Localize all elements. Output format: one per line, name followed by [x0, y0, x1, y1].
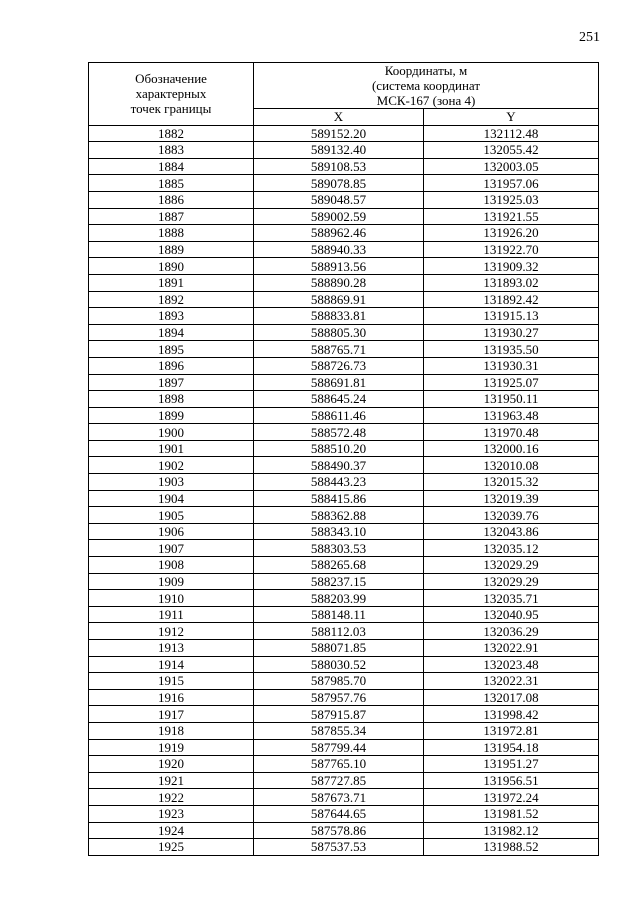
table-row [89, 341, 599, 358]
coordinates-table [88, 62, 599, 856]
x-coordinate-cell: 587799.44 [254, 739, 424, 756]
y-coordinate-cell: 131935.50 [424, 341, 599, 358]
x-coordinate-cell: 588765.71 [254, 341, 424, 358]
point-id-cell: 1889 [89, 241, 254, 258]
point-id-cell: 1918 [89, 722, 254, 739]
y-coordinate-cell: 131963.48 [424, 407, 599, 424]
y-coordinate-cell: 132036.29 [424, 623, 599, 640]
x-coordinate-cell: 588303.53 [254, 540, 424, 557]
y-coordinate-cell: 132043.86 [424, 523, 599, 540]
x-coordinate-cell: 589048.57 [254, 191, 424, 208]
x-coordinate-cell: 588030.52 [254, 656, 424, 673]
table-row [89, 623, 599, 640]
y-coordinate-cell: 132029.29 [424, 557, 599, 574]
header-point-line-1: Обозначение [135, 71, 207, 87]
y-coordinate-cell: 131957.06 [424, 175, 599, 192]
x-coordinate-cell: 588362.88 [254, 507, 424, 524]
y-coordinate-cell: 131930.27 [424, 324, 599, 341]
point-id-cell: 1883 [89, 142, 254, 159]
y-coordinate-cell: 132017.08 [424, 689, 599, 706]
table-row [89, 457, 599, 474]
y-coordinate-cell: 131972.24 [424, 789, 599, 806]
x-coordinate-cell: 588962.46 [254, 225, 424, 242]
point-id-cell: 1901 [89, 440, 254, 457]
point-id-cell: 1896 [89, 357, 254, 374]
x-coordinate-cell: 588112.03 [254, 623, 424, 640]
x-coordinate-cell: 588415.86 [254, 490, 424, 507]
page-number: 251 [579, 30, 600, 45]
y-coordinate-cell: 131970.48 [424, 424, 599, 441]
point-id-cell: 1892 [89, 291, 254, 308]
table-row [89, 805, 599, 822]
table-row [89, 490, 599, 507]
table-row [89, 357, 599, 374]
table-row [89, 142, 599, 159]
table-row [89, 274, 599, 291]
x-coordinate-cell: 587537.53 [254, 839, 424, 856]
table-row [89, 557, 599, 574]
table-row [89, 673, 599, 690]
point-id-cell: 1888 [89, 225, 254, 242]
y-coordinate-cell: 131954.18 [424, 739, 599, 756]
y-coordinate-cell: 131930.31 [424, 357, 599, 374]
y-coordinate-cell: 131956.51 [424, 772, 599, 789]
x-coordinate-cell: 588890.28 [254, 274, 424, 291]
table-row [89, 324, 599, 341]
table-row [89, 839, 599, 856]
y-coordinate-cell: 131926.20 [424, 225, 599, 242]
x-coordinate-cell: 587985.70 [254, 673, 424, 690]
table-row [89, 573, 599, 590]
y-coordinate-cell: 132023.48 [424, 656, 599, 673]
x-coordinate-cell: 587578.86 [254, 822, 424, 839]
point-id-cell: 1921 [89, 772, 254, 789]
y-coordinate-cell: 131951.27 [424, 756, 599, 773]
point-id-cell: 1887 [89, 208, 254, 225]
table-row [89, 191, 599, 208]
x-coordinate-cell: 588805.30 [254, 324, 424, 341]
x-coordinate-cell: 588572.48 [254, 424, 424, 441]
point-id-cell: 1904 [89, 490, 254, 507]
table-row [89, 407, 599, 424]
table-row [89, 789, 599, 806]
point-id-cell: 1919 [89, 739, 254, 756]
x-coordinate-cell: 588265.68 [254, 557, 424, 574]
table-row [89, 291, 599, 308]
y-coordinate-cell: 132010.08 [424, 457, 599, 474]
table-row [89, 640, 599, 657]
table-row [89, 440, 599, 457]
y-coordinate-cell: 131950.11 [424, 391, 599, 408]
point-id-cell: 1894 [89, 324, 254, 341]
point-id-cell: 1893 [89, 308, 254, 325]
header-x: X [254, 109, 424, 126]
y-coordinate-cell: 131892.42 [424, 291, 599, 308]
point-id-cell: 1909 [89, 573, 254, 590]
table-row [89, 424, 599, 441]
header-y: Y [424, 109, 599, 126]
table-row [89, 158, 599, 175]
y-coordinate-cell: 132019.39 [424, 490, 599, 507]
x-coordinate-cell: 588443.23 [254, 474, 424, 491]
y-coordinate-cell: 131988.52 [424, 839, 599, 856]
x-coordinate-cell: 588833.81 [254, 308, 424, 325]
header-point-designation [89, 63, 254, 126]
point-id-cell: 1886 [89, 191, 254, 208]
point-id-cell: 1891 [89, 274, 254, 291]
table-row [89, 706, 599, 723]
point-id-cell: 1911 [89, 606, 254, 623]
table-row [89, 772, 599, 789]
point-id-cell: 1907 [89, 540, 254, 557]
point-id-cell: 1923 [89, 805, 254, 822]
y-coordinate-cell: 132035.71 [424, 590, 599, 607]
x-coordinate-cell: 588490.37 [254, 457, 424, 474]
x-coordinate-cell: 587957.76 [254, 689, 424, 706]
table-row [89, 722, 599, 739]
header-coordinates [254, 63, 599, 109]
table-row [89, 656, 599, 673]
point-id-cell: 1910 [89, 590, 254, 607]
point-id-cell: 1899 [89, 407, 254, 424]
y-coordinate-cell: 132015.32 [424, 474, 599, 491]
x-coordinate-cell: 589002.59 [254, 208, 424, 225]
point-id-cell: 1903 [89, 474, 254, 491]
table-row [89, 258, 599, 275]
point-id-cell: 1890 [89, 258, 254, 275]
y-coordinate-cell: 132040.95 [424, 606, 599, 623]
table-row [89, 125, 599, 142]
table-row [89, 208, 599, 225]
y-coordinate-cell: 131982.12 [424, 822, 599, 839]
table-row [89, 606, 599, 623]
x-coordinate-cell: 588691.81 [254, 374, 424, 391]
point-id-cell: 1898 [89, 391, 254, 408]
y-coordinate-cell: 131893.02 [424, 274, 599, 291]
y-coordinate-cell: 131921.55 [424, 208, 599, 225]
y-coordinate-cell: 132039.76 [424, 507, 599, 524]
point-id-cell: 1913 [89, 640, 254, 657]
point-id-cell: 1908 [89, 557, 254, 574]
point-id-cell: 1914 [89, 656, 254, 673]
point-id-cell: 1885 [89, 175, 254, 192]
x-coordinate-cell: 588869.91 [254, 291, 424, 308]
point-id-cell: 1905 [89, 507, 254, 524]
table-row [89, 540, 599, 557]
point-id-cell: 1902 [89, 457, 254, 474]
y-coordinate-cell: 131909.32 [424, 258, 599, 275]
table-row [89, 308, 599, 325]
y-coordinate-cell: 132022.31 [424, 673, 599, 690]
point-id-cell: 1884 [89, 158, 254, 175]
table-row [89, 822, 599, 839]
table-row [89, 241, 599, 258]
point-id-cell: 1925 [89, 839, 254, 856]
header-coords-line-1: Координаты, м [384, 63, 468, 78]
x-coordinate-cell: 588510.20 [254, 440, 424, 457]
point-id-cell: 1895 [89, 341, 254, 358]
x-coordinate-cell: 588726.73 [254, 357, 424, 374]
point-id-cell: 1924 [89, 822, 254, 839]
table-row [89, 689, 599, 706]
x-coordinate-cell: 588940.33 [254, 241, 424, 258]
y-coordinate-cell: 131925.03 [424, 191, 599, 208]
x-coordinate-cell: 587673.71 [254, 789, 424, 806]
x-coordinate-cell: 588913.56 [254, 258, 424, 275]
x-coordinate-cell: 589152.20 [254, 125, 424, 142]
x-coordinate-cell: 587727.85 [254, 772, 424, 789]
y-coordinate-cell: 132000.16 [424, 440, 599, 457]
x-coordinate-cell: 587644.65 [254, 805, 424, 822]
table-row [89, 523, 599, 540]
y-coordinate-cell: 132112.48 [424, 125, 599, 142]
point-id-cell: 1916 [89, 689, 254, 706]
header-point-line-3: точек границы [130, 101, 212, 117]
x-coordinate-cell: 589078.85 [254, 175, 424, 192]
x-coordinate-cell: 588645.24 [254, 391, 424, 408]
table-row [89, 225, 599, 242]
table-row [89, 739, 599, 756]
point-id-cell: 1920 [89, 756, 254, 773]
table-row [89, 507, 599, 524]
x-coordinate-cell: 588203.99 [254, 590, 424, 607]
y-coordinate-cell: 132003.05 [424, 158, 599, 175]
y-coordinate-cell: 131922.70 [424, 241, 599, 258]
point-id-cell: 1900 [89, 424, 254, 441]
header-coords-line-3: МСК-167 (зона 4) [376, 93, 476, 108]
y-coordinate-cell: 132055.42 [424, 142, 599, 159]
x-coordinate-cell: 588148.11 [254, 606, 424, 623]
point-id-cell: 1917 [89, 706, 254, 723]
x-coordinate-cell: 587915.87 [254, 706, 424, 723]
y-coordinate-cell: 131925.07 [424, 374, 599, 391]
y-coordinate-cell: 131915.13 [424, 308, 599, 325]
x-coordinate-cell: 589132.40 [254, 142, 424, 159]
y-coordinate-cell: 132035.12 [424, 540, 599, 557]
x-coordinate-cell: 588611.46 [254, 407, 424, 424]
table-row [89, 374, 599, 391]
table-row [89, 756, 599, 773]
point-id-cell: 1882 [89, 125, 254, 142]
point-id-cell: 1915 [89, 673, 254, 690]
x-coordinate-cell: 588071.85 [254, 640, 424, 657]
y-coordinate-cell: 131972.81 [424, 722, 599, 739]
x-coordinate-cell: 587855.34 [254, 722, 424, 739]
x-coordinate-cell: 588237.15 [254, 573, 424, 590]
x-coordinate-cell: 589108.53 [254, 158, 424, 175]
table-row [89, 590, 599, 607]
table-body [89, 125, 599, 855]
y-coordinate-cell: 131998.42 [424, 706, 599, 723]
table-row [89, 175, 599, 192]
table-row [89, 474, 599, 491]
table-row [89, 391, 599, 408]
point-id-cell: 1897 [89, 374, 254, 391]
header-coords-line-2: (система координат [371, 78, 481, 93]
x-coordinate-cell: 587765.10 [254, 756, 424, 773]
y-coordinate-cell: 132022.91 [424, 640, 599, 657]
point-id-cell: 1922 [89, 789, 254, 806]
y-coordinate-cell: 132029.29 [424, 573, 599, 590]
header-point-line-2: характерных [135, 86, 207, 102]
y-coordinate-cell: 131981.52 [424, 805, 599, 822]
point-id-cell: 1912 [89, 623, 254, 640]
x-coordinate-cell: 588343.10 [254, 523, 424, 540]
point-id-cell: 1906 [89, 523, 254, 540]
